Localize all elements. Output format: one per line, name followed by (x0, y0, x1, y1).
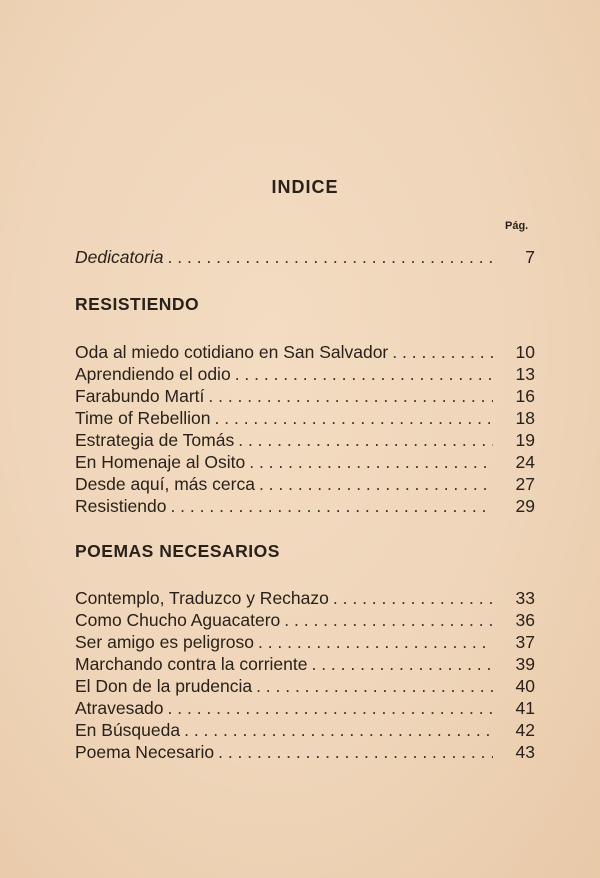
dot-leader (208, 385, 493, 407)
dot-leader (184, 719, 493, 741)
toc-entry-title: Marchando contra la corriente (75, 654, 308, 674)
dot-leader (168, 246, 493, 268)
dot-leader (170, 495, 493, 517)
dot-leader (311, 653, 493, 675)
toc-entry-title: Farabundo Martí (75, 386, 205, 406)
dot-leader (235, 363, 493, 385)
toc-entry (75, 741, 535, 763)
toc-entry (75, 473, 535, 495)
dot-leader (215, 407, 493, 429)
toc-entry-title: Como Chucho Aguacatero (75, 610, 281, 630)
toc-entry-page: 13 (515, 364, 535, 384)
toc-entry-page: 29 (515, 496, 535, 516)
toc-entry-page: 42 (515, 720, 535, 740)
dot-leader (218, 741, 493, 763)
toc-entry (75, 429, 535, 451)
page-title: INDICE (271, 177, 339, 197)
toc-entry-page: 7 (525, 247, 535, 267)
toc-entry-page: 18 (515, 408, 535, 428)
toc-entry-page: 16 (515, 386, 535, 406)
toc-entry-title: Oda al miedo cotidiano en San Salvador (75, 342, 389, 362)
dot-leader (168, 697, 493, 719)
toc-entry-title: Resistiendo (75, 496, 167, 516)
dot-leader (249, 451, 493, 473)
toc-entry-title: Desde aquí, más cerca (75, 474, 255, 494)
toc-entry (75, 609, 535, 631)
toc-entry (75, 363, 535, 385)
toc-entry-title: Estrategia de Tomás (75, 430, 235, 450)
toc-entry-title: Time of Rebellion (75, 408, 211, 428)
toc-entry (75, 451, 535, 473)
toc-entry-page: 39 (515, 654, 535, 674)
toc-entry (75, 675, 535, 697)
toc-entry-page: 40 (515, 676, 535, 696)
section-heading-resistiendo: RESISTIENDO (75, 294, 200, 314)
toc-entry-title: Atravesado (75, 698, 164, 718)
toc-entry-title: El Don de la prudencia (75, 676, 253, 696)
dot-leader (238, 429, 493, 451)
toc-entry-title: Ser amigo es peligroso (75, 632, 254, 652)
dot-leader (256, 675, 493, 697)
toc-entry-dedication (75, 246, 535, 268)
toc-entry-page: 24 (515, 452, 535, 472)
dot-leader (258, 631, 493, 653)
toc-entry (75, 385, 535, 407)
toc-entry (75, 407, 535, 429)
toc-entry-page: 37 (515, 632, 535, 652)
toc-entry-page: 19 (515, 430, 535, 450)
toc-entry-title: Contemplo, Traduzco y Rechazo (75, 588, 329, 608)
toc-entry-page: 33 (515, 588, 535, 608)
toc-entry (75, 341, 535, 363)
dot-leader (284, 609, 493, 631)
toc-entry-page: 36 (515, 610, 535, 630)
toc-entry-title: En Homenaje al Osito (75, 452, 246, 472)
toc-entry (75, 719, 535, 741)
toc-entry-title: En Búsqueda (75, 720, 181, 740)
toc-entry (75, 697, 535, 719)
toc-entry-page: 43 (515, 742, 535, 762)
toc-entry-page: 41 (515, 698, 535, 718)
toc-entry-title: Dedicatoria (75, 247, 164, 267)
dot-leader (259, 473, 493, 495)
dot-leader (333, 587, 493, 609)
toc-entry (75, 653, 535, 675)
toc-entry (75, 587, 535, 609)
toc-entry-title: Poema Necesario (75, 742, 215, 762)
toc-entry-page: 27 (515, 474, 535, 494)
section-heading-poemas-necesarios: POEMAS NECESARIOS (75, 541, 280, 561)
toc-entry (75, 631, 535, 653)
toc-entry (75, 495, 535, 517)
dot-leader (392, 341, 493, 363)
toc-entry-page: 10 (515, 342, 535, 362)
page-column-header: Pág. (505, 220, 529, 232)
toc-entry-title: Aprendiendo el odio (75, 364, 231, 384)
